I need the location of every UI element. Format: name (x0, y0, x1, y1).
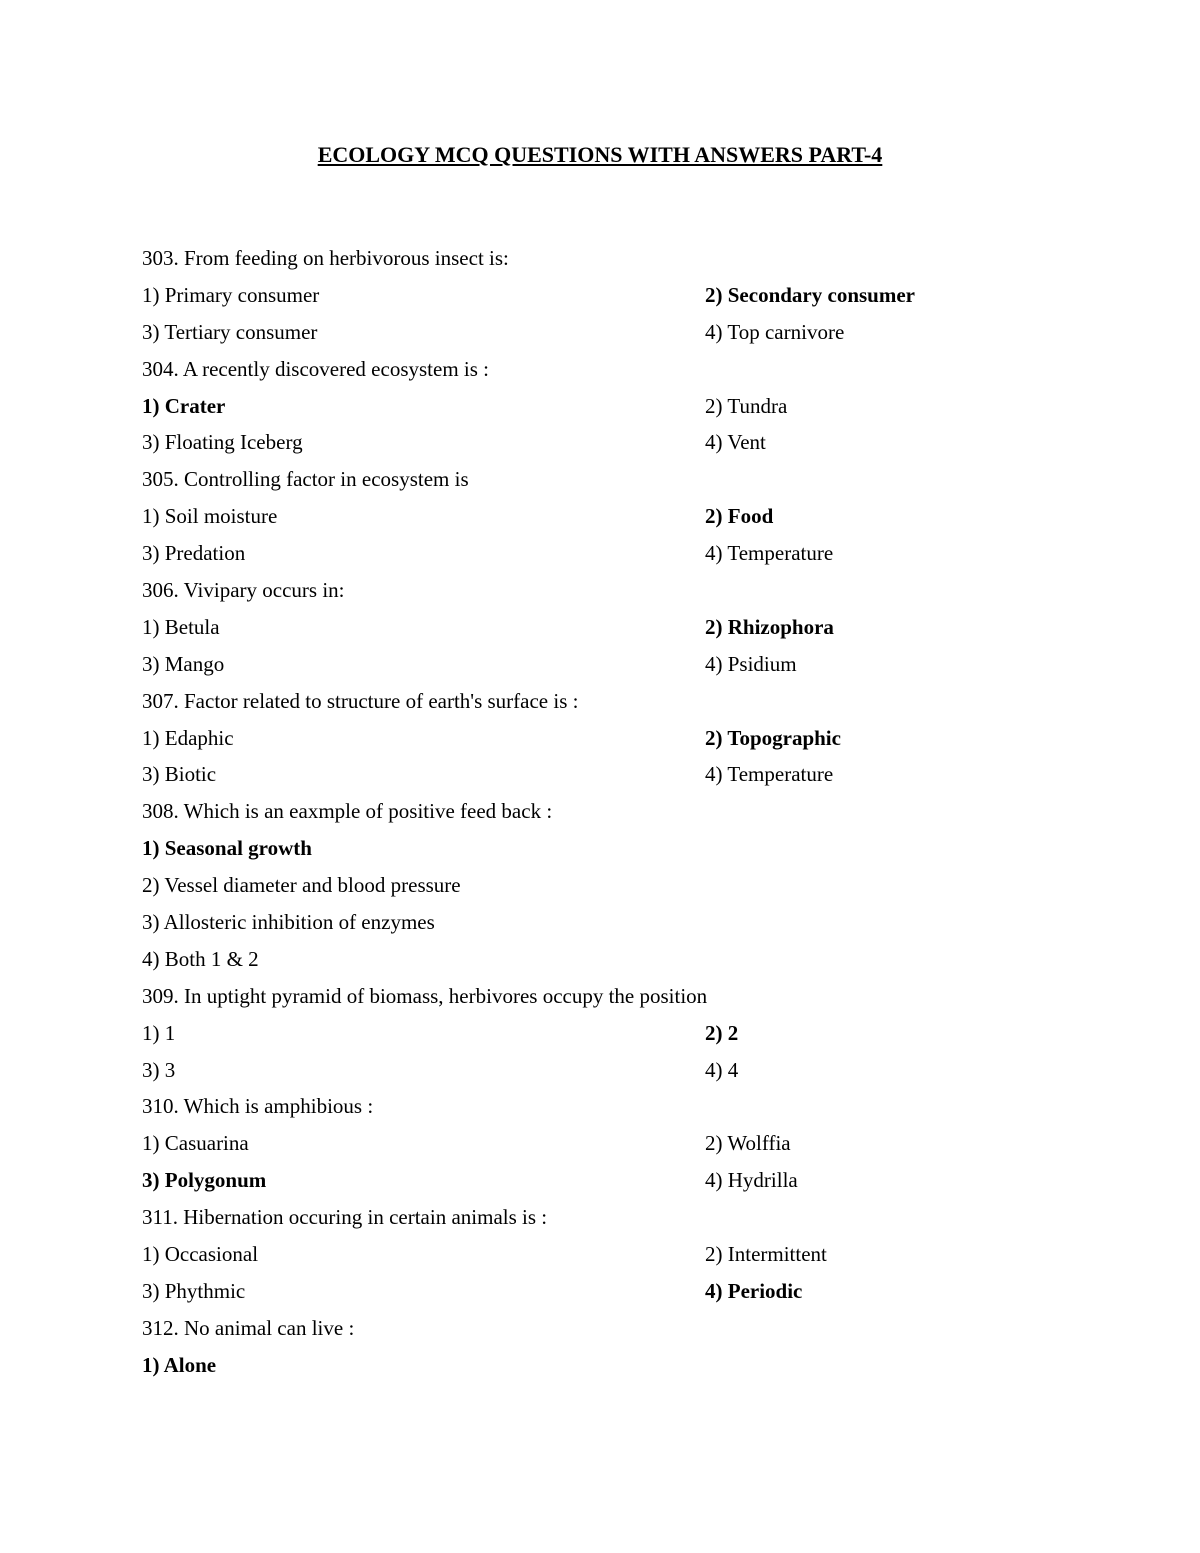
option: 2) Wolffia (705, 1131, 791, 1156)
question-label: 306. Vivipary occurs in: (142, 578, 345, 603)
option-row (142, 941, 1102, 978)
option: 4) Psidium (705, 651, 797, 676)
question-text (142, 1199, 1102, 1236)
option-row (142, 1347, 1102, 1384)
option: 3) Tertiary consumer (142, 319, 318, 344)
option: 1) Occasional (142, 1242, 259, 1267)
correct-option: 1) Crater (142, 393, 226, 418)
question-label: 309. In uptight pyramid of biomass, herbivores occupy the position (142, 983, 708, 1008)
option-row (142, 424, 1102, 461)
option: 1) Casuarina (142, 1131, 249, 1156)
question-text (142, 572, 1102, 609)
option: 1) Edaphic (142, 725, 234, 750)
option-row (142, 646, 1102, 683)
option: 1) 1 (142, 1020, 176, 1045)
correct-option: 2) 2 (705, 1020, 739, 1045)
correct-option: 2) Secondary consumer (705, 282, 915, 307)
document-title: ECOLOGY MCQ QUESTIONS WITH ANSWERS PART-4 (317, 142, 883, 167)
option-row (142, 609, 1102, 646)
correct-option: 2) Rhizophora (705, 614, 834, 639)
question-label: 303. From feeding on herbivorous insect is: (142, 246, 509, 270)
option-row (142, 867, 1102, 904)
correct-option: 2) Topographic (705, 725, 841, 750)
option: 1) Soil moisture (142, 504, 278, 529)
option: 4) Temperature (705, 762, 834, 787)
option-row (142, 1052, 1102, 1089)
option-row (142, 1236, 1102, 1273)
option: 4) Both 1 & 2 (142, 946, 259, 971)
question-text (142, 793, 1102, 830)
question-text (142, 978, 1102, 1015)
option-row (142, 388, 1102, 425)
option-row (142, 314, 1102, 351)
question-text (142, 1088, 1102, 1125)
option: 4) 4 (705, 1057, 739, 1082)
option: 2) Vessel diameter and blood pressure (142, 873, 461, 898)
option: 1) Primary consumer (142, 282, 320, 307)
option: 3) Allosteric inhibition of enzymes (142, 910, 435, 935)
question-list (142, 240, 1102, 1384)
question-text (142, 351, 1102, 388)
question-label: 307. Factor related to structure of earth's surface is : (142, 688, 579, 713)
option-row (142, 756, 1102, 793)
question-label: 305. Controlling factor in ecosystem is (142, 467, 469, 492)
correct-option: 4) Periodic (705, 1278, 803, 1303)
question-label: 312. No animal can live : (142, 1315, 355, 1340)
option: 3) Predation (142, 541, 246, 566)
question-label: 311. Hibernation occuring in certain animals is : (142, 1205, 548, 1230)
option: 3) Biotic (142, 762, 217, 787)
correct-option: 2) Food (705, 504, 774, 529)
option-row (142, 720, 1102, 757)
option: 4) Temperature (705, 541, 834, 566)
option: 2) Tundra (705, 393, 788, 418)
question-text (142, 240, 1102, 277)
question-label: 304. A recently discovered ecosystem is : (142, 356, 490, 381)
question-text (142, 683, 1102, 720)
option-row (142, 498, 1102, 535)
option: 3) 3 (142, 1057, 176, 1082)
option: 1) Betula (142, 614, 220, 639)
correct-option: 3) Polygonum (142, 1168, 267, 1193)
correct-option: 1) Alone (142, 1352, 217, 1377)
option-row (142, 1125, 1102, 1162)
option-row (142, 904, 1102, 941)
option-row (142, 1162, 1102, 1199)
question-text (142, 1310, 1102, 1347)
option: 3) Floating Iceberg (142, 430, 303, 455)
question-text (142, 461, 1102, 498)
question-label: 308. Which is an eaxmple of positive feed back : (142, 799, 553, 824)
option: 3) Mango (142, 651, 225, 676)
option-row (142, 830, 1102, 867)
option-row (142, 1273, 1102, 1310)
option: 4) Vent (705, 430, 766, 455)
option-row (142, 1015, 1102, 1052)
option-row (142, 535, 1102, 572)
question-label: 310. Which is amphibious : (142, 1094, 374, 1119)
correct-option: 1) Seasonal growth (142, 836, 312, 861)
option-row (142, 277, 1102, 314)
option: 2) Intermittent (705, 1242, 827, 1267)
option: 3) Phythmic (142, 1278, 246, 1303)
option: 4) Hydrilla (705, 1168, 798, 1193)
option: 4) Top carnivore (705, 319, 845, 344)
